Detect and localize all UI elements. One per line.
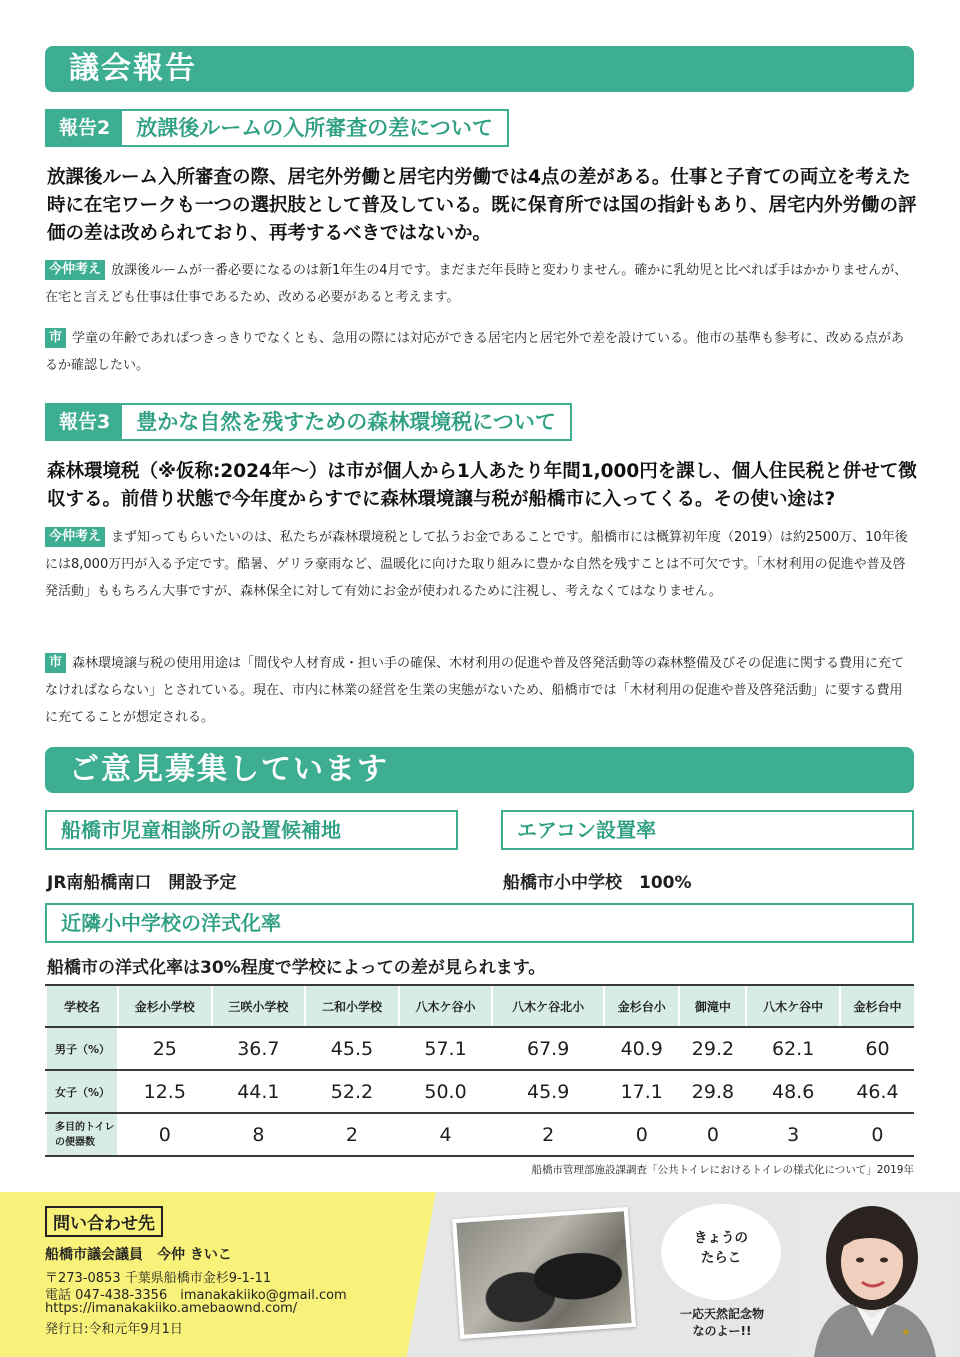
report2-question: 放課後ルーム入所審査の際、居宅外労働と居宅内労働では4点の差がある。仕事と子育ての両立を考えた時に在宅ワークも一つの選択肢として普及している。既に保育所では国の指針もあり、居宅内外労働の評価の差は改められており、再考するべきではないか。 bbox=[47, 167, 917, 244]
table-cell: 29.8 bbox=[679, 1070, 746, 1113]
table-header-school: 金杉台小 bbox=[604, 985, 679, 1027]
report3-city-text: 森林環境譲与税の使用用途は「間伐や人材育成・担い手の確保、木材利用の促進や普及啓発活動等の森林整備及びその促進に関する費用に充てなければならない」とされている。現在、市内に林業の経営を生業の実態がないため、船橋市では「木材利用の促進や普及啓発活動」に要する費用に充てることが想定される。 bbox=[45, 656, 905, 725]
table-header-school: 八木ケ谷中 bbox=[746, 985, 840, 1027]
table-header-school: 八木ケ谷北小 bbox=[492, 985, 604, 1027]
table-cell: 25 bbox=[118, 1027, 212, 1070]
table-cell: 40.9 bbox=[604, 1027, 679, 1070]
table-cell: 0 bbox=[118, 1113, 212, 1156]
table-cell: 3 bbox=[746, 1113, 840, 1156]
report3-imanaka-text: まず知ってもらいたいのは、私たちが森林環境税として払うお金であることです。船橋市には概算初年度（2019）は約2500万、10年後には8,000万円が入る予定です。酷暑、ゲリラ豪雨など、温暖化に向けた取り組みに豊かな自然を残すことは不可欠です。「木材利用の促進や普及啓発活動」ももちろん大事ですが、森林保全に対して有効にお金が使われるために注視し、考えなくてはなりません。 bbox=[45, 530, 908, 599]
imanaka-tag: 今仲考え bbox=[45, 527, 105, 547]
table-cell: 60 bbox=[840, 1027, 914, 1070]
report3-imanaka bbox=[45, 524, 915, 605]
table-cell: 44.1 bbox=[212, 1070, 306, 1113]
table-row bbox=[46, 1070, 914, 1113]
table-header-school: 二和小学校 bbox=[305, 985, 399, 1027]
report2-city-text: 学童の年齢であればつきっきりでなくとも、急用の際には対応ができる居宅内と居宅外で差を設けている。他市の基準も参考に、改める点があるか確認したい。 bbox=[45, 331, 905, 373]
contact-url[interactable]: https://imanakakiiko.amebaownd.com/ bbox=[45, 1301, 298, 1316]
table-cell: 12.5 bbox=[118, 1070, 212, 1113]
row-label: 女子（%） bbox=[46, 1070, 118, 1113]
box-aircon: エアコン設置率 bbox=[501, 810, 914, 850]
report3-num: 報告3 bbox=[47, 405, 122, 439]
row-label: 多目的トイレの便器数 bbox=[46, 1113, 118, 1156]
table-header-school: 八木ケ谷小 bbox=[399, 985, 493, 1027]
dog-photo bbox=[452, 1207, 636, 1339]
table-source: 船橋市管理部施設課調査「公共トイレにおけるトイレの様式化について」2019年 bbox=[531, 1164, 914, 1176]
report2-title: 放課後ルームの入所審査の差について bbox=[136, 116, 493, 140]
toilet-table bbox=[45, 984, 914, 1157]
table-cell: 0 bbox=[679, 1113, 746, 1156]
table-cell: 8 bbox=[212, 1113, 306, 1156]
section-title-opinion: ご意見募集しています bbox=[45, 747, 914, 793]
table-cell: 57.1 bbox=[399, 1027, 493, 1070]
table-row bbox=[46, 1113, 914, 1156]
section-title-gikai: 議会報告 bbox=[45, 46, 914, 92]
imanaka-tag: 今仲考え bbox=[45, 260, 105, 280]
row-label: 男子（%） bbox=[46, 1027, 118, 1070]
table-cell: 45.9 bbox=[492, 1070, 604, 1113]
box-child-consultation: 船橋市児童相談所の設置候補地 bbox=[45, 810, 458, 850]
dog-note: 一応天然記念物 なのよー!! bbox=[679, 1307, 764, 1338]
portrait-photo bbox=[794, 1196, 954, 1357]
table-cell: 0 bbox=[840, 1113, 914, 1156]
table-cell: 36.7 bbox=[212, 1027, 306, 1070]
box-aircon-value: 船橋市小中学校 100% bbox=[503, 873, 692, 893]
table-cell: 52.2 bbox=[305, 1070, 399, 1113]
table-cell: 46.4 bbox=[840, 1070, 914, 1113]
table-cell: 17.1 bbox=[604, 1070, 679, 1113]
report3-city bbox=[45, 650, 915, 731]
table-cell: 45.5 bbox=[305, 1027, 399, 1070]
city-tag: 市 bbox=[45, 328, 66, 348]
toilet-summary: 船橋市の洋式化率は30%程度で学校によっての差が見られます。 bbox=[47, 958, 546, 978]
table-header-label: 学校名 bbox=[46, 985, 118, 1027]
table-header-school: 三咲小学校 bbox=[212, 985, 306, 1027]
portrait-illustration bbox=[794, 1196, 954, 1357]
report3-header bbox=[45, 403, 572, 441]
bubble-text: きょうの たらこ bbox=[694, 1230, 748, 1266]
report3-question: 森林環境税（※仮称:2024年〜）は市が個人から1人あたり年間1,000円を課し、個人住民税と併せて徴収する。前借り状態で今年度からすでに森林環境譲与税が船橋市に入ってくる。その使い途は? bbox=[47, 461, 917, 510]
table-header-row bbox=[46, 985, 914, 1027]
report2-city bbox=[45, 325, 915, 379]
table-header-school: 金杉小学校 bbox=[118, 985, 212, 1027]
report2-imanaka bbox=[45, 257, 915, 311]
issue-date: 発行日:令和元年9月1日 bbox=[45, 1322, 183, 1337]
table-cell: 48.6 bbox=[746, 1070, 840, 1113]
report2-imanaka-text: 放課後ルームが一番必要になるのは新1年生の4月です。まだまだ年長時と変わりません。確かに乳幼児と比べれば手はかかりませんが、在宅と言えども仕事は仕事であるため、改める必要があると考えます。 bbox=[45, 263, 908, 305]
city-tag: 市 bbox=[45, 653, 66, 673]
table-row bbox=[46, 1027, 914, 1070]
table-header-school: 御滝中 bbox=[679, 985, 746, 1027]
contact-address: 〒273-0853 千葉県船橋市金杉9-1-11 bbox=[45, 1271, 272, 1286]
report2-header bbox=[45, 109, 509, 147]
box-child-consultation-value: JR南船橋南口 開設予定 bbox=[47, 873, 237, 893]
report2-num: 報告2 bbox=[47, 111, 122, 145]
table-cell: 29.2 bbox=[679, 1027, 746, 1070]
table-cell: 2 bbox=[305, 1113, 399, 1156]
contact-phone-email: 電話 047-438-3356 imanakakiiko@gmail.com bbox=[45, 1288, 347, 1303]
table-cell: 50.0 bbox=[399, 1070, 493, 1113]
speech-bubble bbox=[661, 1204, 781, 1300]
table-cell: 2 bbox=[492, 1113, 604, 1156]
box-toilet-western: 近隣小中学校の洋式化率 bbox=[45, 903, 914, 943]
report3-title: 豊かな自然を残すための森林環境税について bbox=[136, 410, 556, 434]
table-cell: 0 bbox=[604, 1113, 679, 1156]
contact-name: 船橋市議会議員 今仲 きいこ bbox=[45, 1247, 232, 1263]
table-cell: 67.9 bbox=[492, 1027, 604, 1070]
contact-title: 問い合わせ先 bbox=[45, 1206, 163, 1237]
table-cell: 62.1 bbox=[746, 1027, 840, 1070]
table-header-school: 金杉台中 bbox=[840, 985, 914, 1027]
table-cell: 4 bbox=[399, 1113, 493, 1156]
